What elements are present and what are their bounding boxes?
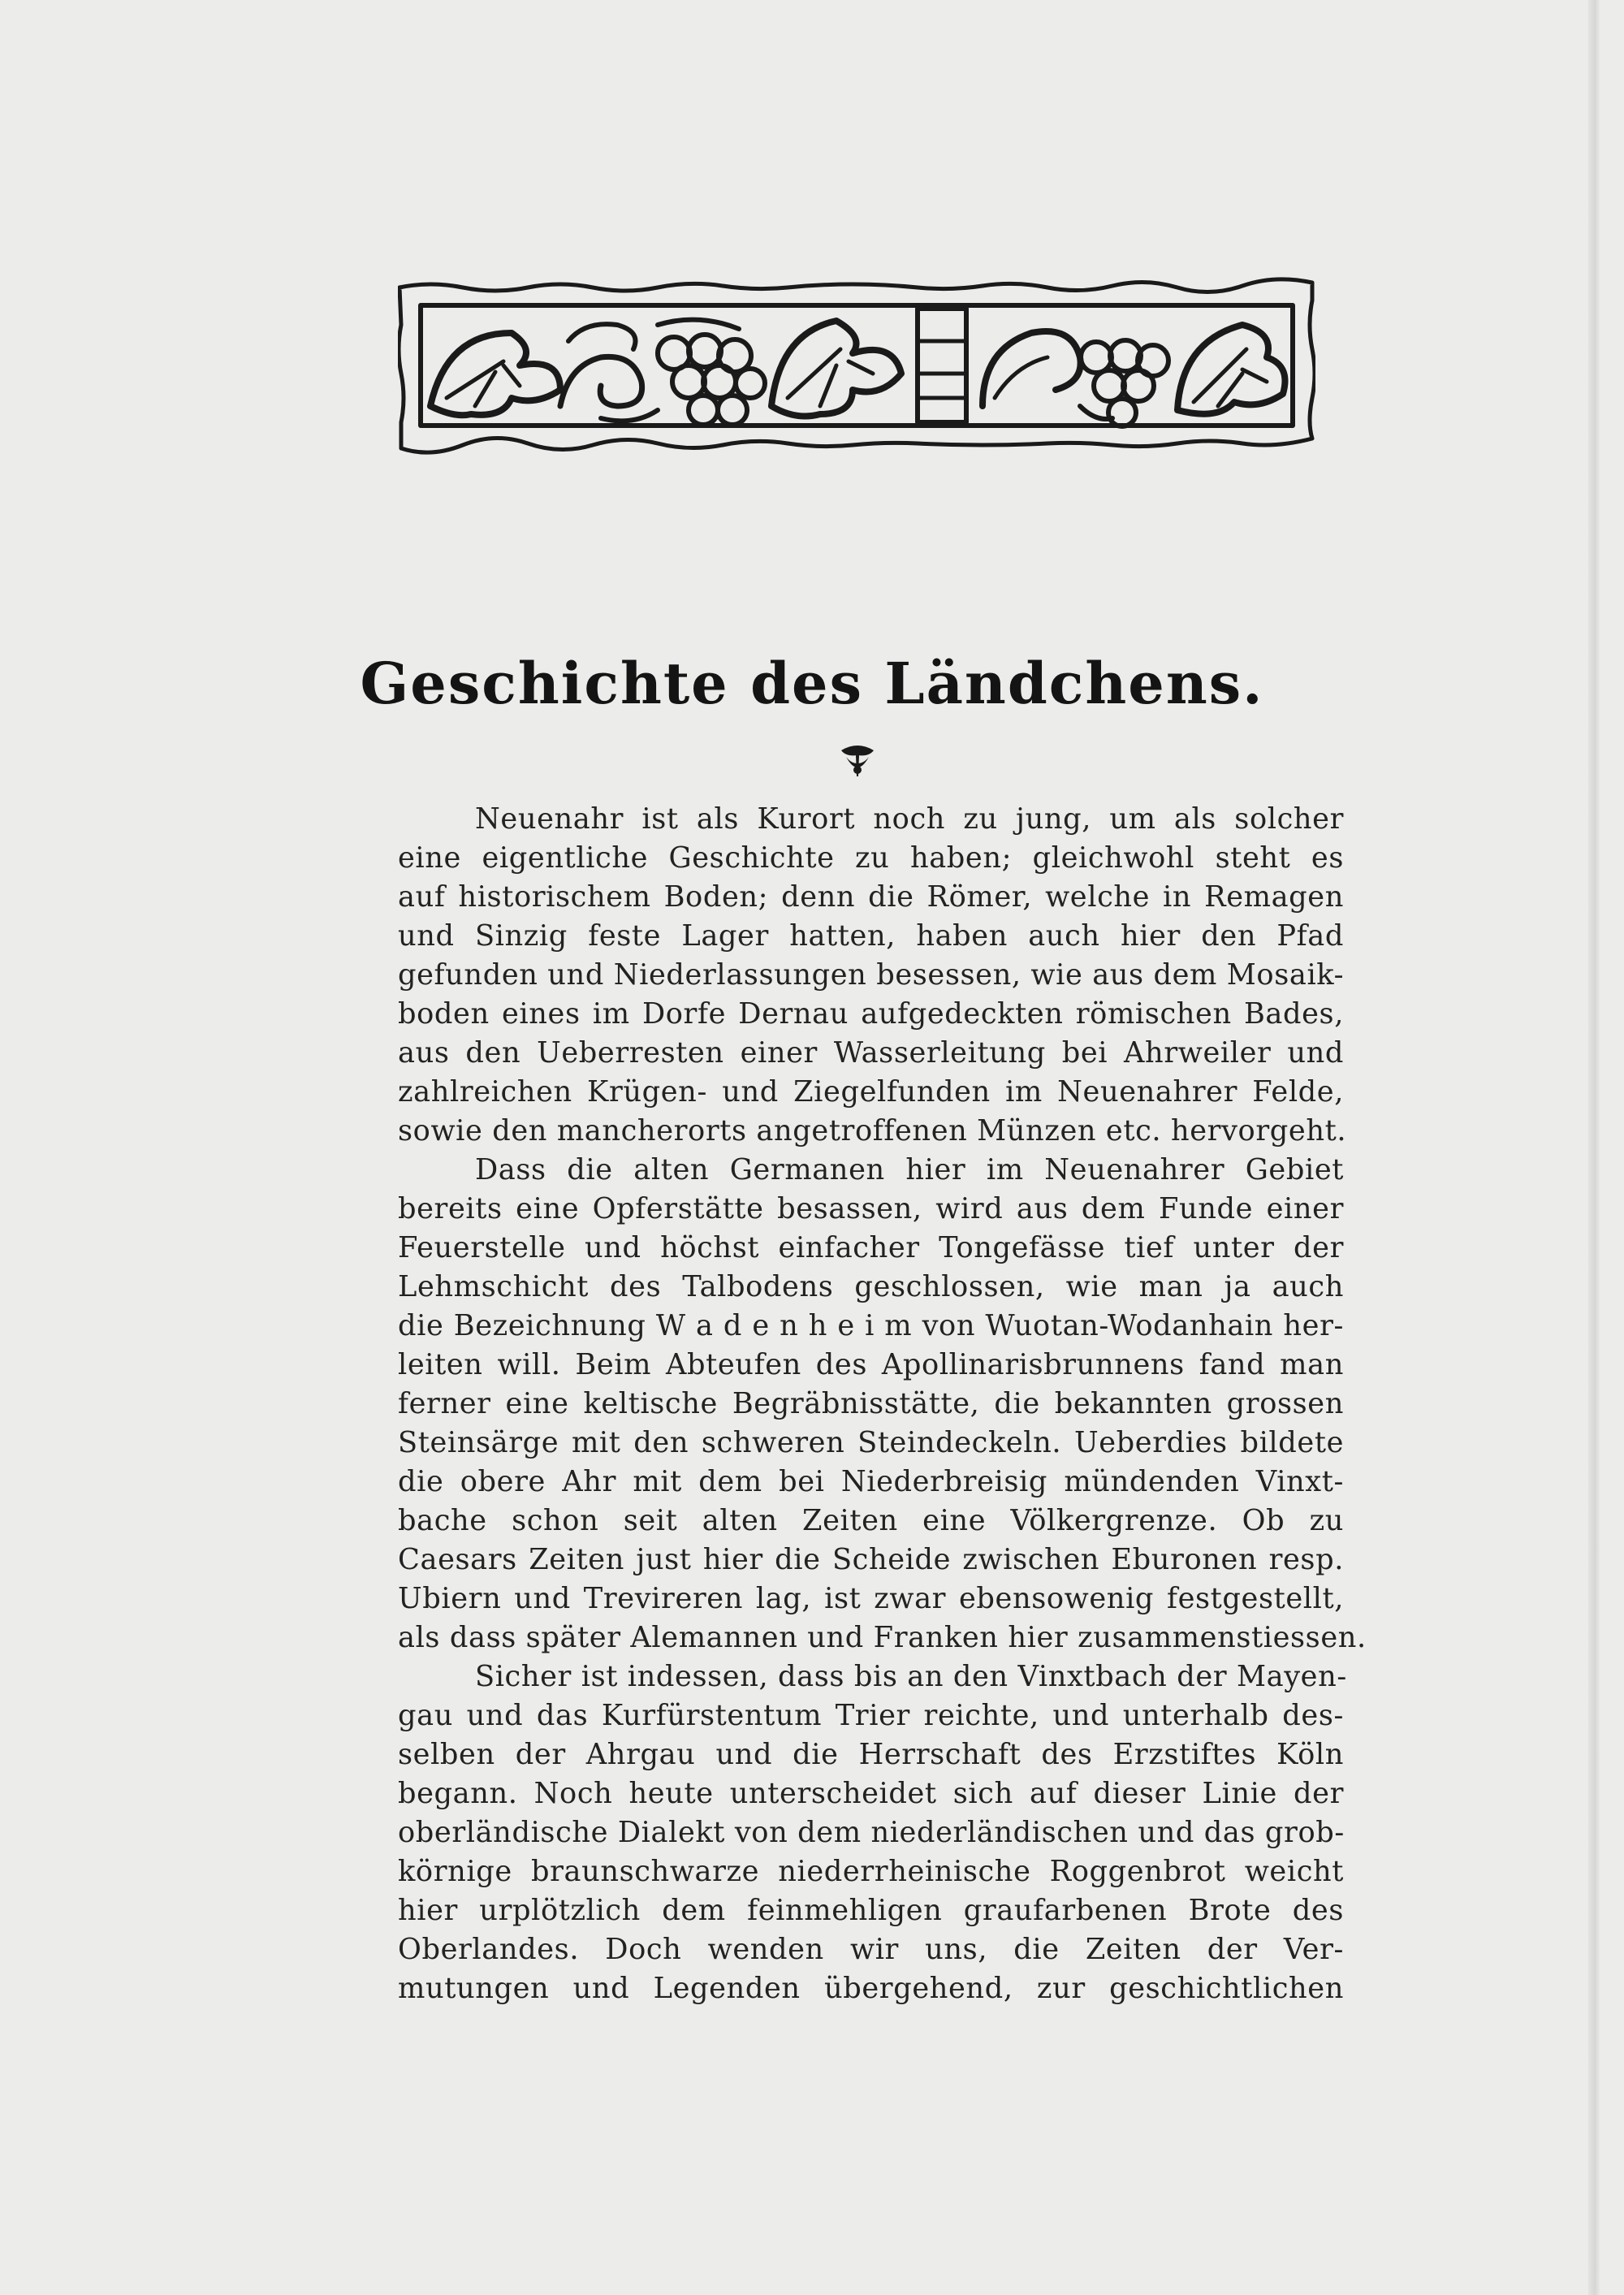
text-line: selben der Ahrgau und die Herrschaft des Erzstiftes Köln xyxy=(398,1738,1344,1771)
text-line: Caesars Zeiten just hier die Scheide zwischen Eburonen resp. xyxy=(398,1543,1344,1576)
text-line: eine eigentliche Geschichte zu haben; gleichwohl steht es xyxy=(398,841,1344,875)
text-line: auf historischem Boden; denn die Römer, welche in Remagen xyxy=(398,880,1344,914)
text-line: bache schon seit alten Zeiten eine Völkergrenze. Ob zu xyxy=(398,1504,1344,1537)
text-line: Ubiern und Trevireren lag, ist zwar ebensowenig festgestellt, xyxy=(398,1582,1344,1615)
text-line: Feuerstelle und höchst einfacher Tongefässe tief unter der xyxy=(398,1231,1344,1264)
body-text xyxy=(398,800,1367,2008)
vine-grape-border-icon xyxy=(398,276,1315,455)
text-line: aus den Ueberresten einer Wasserleitung bei Ahrweiler und xyxy=(398,1036,1344,1070)
text-line: zahlreichen Krügen- und Ziegelfunden im Neuenahrer Felde, xyxy=(398,1075,1344,1109)
text-line: als dass später Alemannen und Franken hier zusammenstiessen. xyxy=(398,1621,1367,1654)
text-line: ferner eine keltische Begräbnisstätte, die bekannten grossen xyxy=(398,1387,1344,1420)
text-line: gau und das Kurfürstentum Trier reichte, und unterhalb des- xyxy=(398,1699,1344,1732)
text-line: Neuenahr ist als Kurort noch zu jung, um als solcher xyxy=(475,802,1344,836)
text-line: Dass die alten Germanen hier im Neuenahrer Gebiet xyxy=(475,1153,1344,1186)
text-line: und Sinzig feste Lager hatten, haben auch hier den Pfad xyxy=(398,919,1344,953)
page-binding-edge xyxy=(1588,0,1600,2295)
text-line: die obere Ahr mit dem bei Niederbreisig mündenden Vinxt- xyxy=(398,1465,1344,1498)
text-line: hier urplötzlich dem feinmehligen graufarbenen Brote des xyxy=(398,1894,1344,1927)
text-line: leiten will. Beim Abteufen des Apollinarisbrunnens fand man xyxy=(398,1348,1344,1381)
text-line: begann. Noch heute unterscheidet sich auf dieser Linie der xyxy=(398,1777,1344,1810)
text-line: Sicher ist indessen, dass bis an den Vinxtbach der Mayen- xyxy=(475,1660,1347,1693)
text-line: gefunden und Niederlassungen besessen, wie aus dem Mosaik- xyxy=(398,958,1345,992)
text-line: bereits eine Opferstätte besassen, wird aus dem Funde einer xyxy=(398,1192,1344,1225)
chapter-title: Geschichte des Ländchens. xyxy=(360,650,1264,717)
leaf-fleuron-icon xyxy=(836,739,879,781)
text-line: mutungen und Legenden übergehend, zur geschichtlichen xyxy=(398,1972,1344,2005)
text-line: Oberlandes. Doch wenden wir uns, die Zeiten der Ver- xyxy=(398,1933,1344,1966)
text-line: sowie den mancherorts angetroffenen Münzen etc. hervorgeht. xyxy=(398,1114,1347,1148)
text-line: Steinsärge mit den schweren Steindeckeln. Ueberdies bildete xyxy=(398,1426,1344,1459)
text-line: boden eines im Dorfe Dernau aufgedeckten römischen Bades, xyxy=(398,997,1344,1031)
text-line: oberländische Dialekt von dem niederländischen und das grob- xyxy=(398,1816,1345,1849)
text-line: Lehmschicht des Talbodens geschlossen, wie man ja auch xyxy=(398,1270,1344,1303)
text-line: die Bezeichnung W a d e n h e i m von Wuotan-Wodanhain her- xyxy=(398,1309,1344,1342)
text-line: körnige braunschwarze niederrheinische Roggenbrot weicht xyxy=(398,1855,1344,1888)
